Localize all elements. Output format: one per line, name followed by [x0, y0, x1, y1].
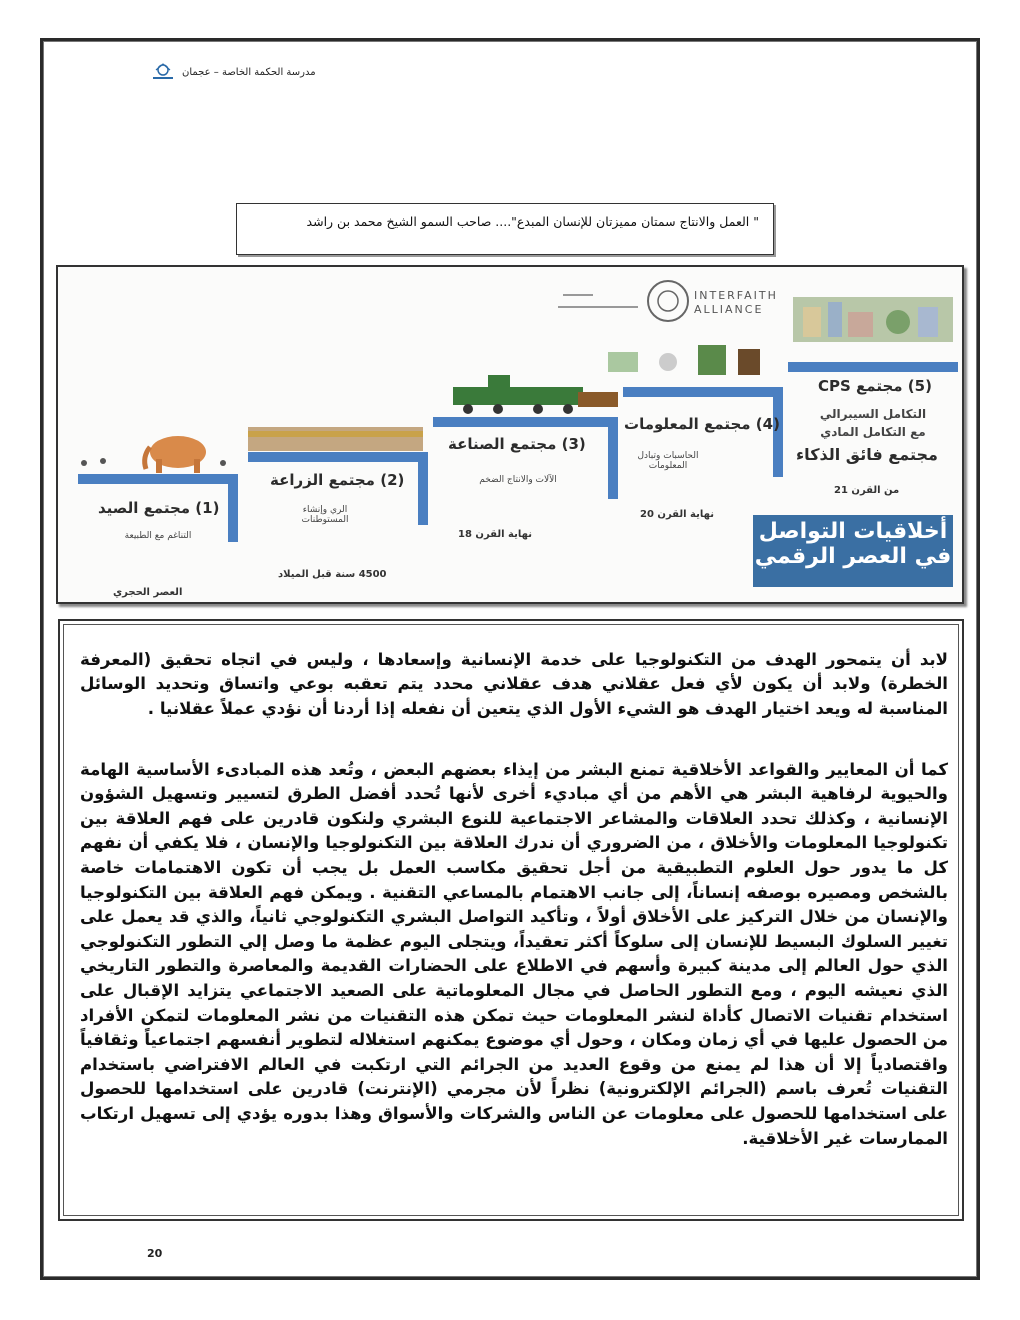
page-header	[150, 62, 316, 82]
school-logo-icon	[150, 62, 176, 82]
interfaith-logo-icon	[558, 281, 688, 321]
ethics-banner	[753, 515, 953, 587]
step-2-era: 4500 سنة قبل الميلاد	[278, 569, 387, 580]
banner-line-2: في العصر الرقمي	[754, 544, 952, 569]
interfaith-logo-text: INTERFAITH ALLIANCE	[694, 289, 778, 316]
step-3-title: (3) مجتمع الصناعة	[448, 435, 586, 453]
stair-3	[433, 422, 613, 499]
train-illustration	[453, 375, 618, 414]
step-5-era: من القرن 21	[834, 485, 900, 496]
page-number: 20	[147, 1247, 163, 1260]
step-1-era: العصر الحجري	[113, 587, 183, 598]
paragraph-2: كما أن المعايير والقواعد الأخلاقية تمنع البشر من إيذاء بعضهم البعض ، وتُعد هذه المبادىء الأساسية الهامة والحيوية لرفاهية البشر هي الأهم من أي مباديء أخرى لأنها تُحدد أفضل الطرق لتسيير وتسهيل الشؤون الإنسانية ، وكذلك تحدد العلاقات والمشاعر الاجتماعية للنوع البشري ولنكون قادرين على فهم العلاقة بين تكنولوجيا المعلومات والأخلاق ، من الضروري أن ندرك العلاقة بين التكنولوجيا والإنسان ، فلا يكفي أن نفهم كل ما يدور حول العلوم التطبيقية من أجل تحقيق مكاسب العمل بل يجب أن تكون الاهتمامات خاصة بالشخص ومصيره بوصفه إنساناً، إلى جانب الاهتمام بالمساعي التقنية . ويمكن فهم العلاقة بين التكنولوجيا والإنسان من خلال التركيز على الأخلاق أولاً ، وتأكيد التواصل البشري التكنولوجي ثانياً، والذي قد يعمل على تغيير السلوك البسيط للإنسان إلى سلوكاً أكثر تعقيداً، ويتجلى اليوم عظمة ما وصل إلي التطور التكنولوجي الذي حول العالم إلى مدينة كبيرة وأسهم في الاطلاع على الحضارات القديمة والمعاصرة والتطور التاريخي الذي نعيشه اليوم ، ومع التطور الحاصل في مجال المعلوماتية على الصعيد الاجتماعي يتزايد الإقبال على استخدام تقنيات الاتصال كأداة لنشر المعلومات حيث تمكن هذه التقنيات من نشر المعلومات لتمكن الأفراد من الحصول عليها في أي زمان ومكان ، وحول أي موضوع يمكنهم استغلاله لتطوير أنفسهم اجتماعياً وثقافياً واقتصادياً إلا أن هذا لم يمنع من وقوع العديد من الجرائم التي ارتكبت في العالم الافتراضي باستخدام التقنيات تُعرف باسم (الجرائم الإلكترونية) نظراً لأن مجرمي (الإنترنت) قادرين على استخدامها للحصول على استخدامها للحصول على معلومات عن الناس والشركات والأسواق وهذا بدوره يؤدي إلى تسهيل ارتكاب الممارسات غير الأخلاقية.	[80, 759, 948, 1148]
society-evolution-figure	[56, 265, 964, 604]
quote-text: " العمل والانتاج سمتان مميزتان للإنسان المبدع".... صاحب السمو الشيخ محمد بن راشد	[306, 214, 759, 229]
paragraph-1: لابد أن يتمحور الهدف من التكنولوجيا على خدمة الإنسانية وإسعادها ، وليس في اتجاه تحقيق (المعرفة الخطرة) ولابد أن يكون لأي فعل عقلاني هدف عقلاني محدد يتم تعقبه بوعي واتساق وتحديد الوسائل المناسبة له ويعد اختيار الهدف هو الشيء الأول الذي يتعين أن نفعله إذا أردنا أن نؤدي عملاً عقلانيا .	[80, 649, 948, 718]
banner-line-1: أخلاقيات التواصل	[758, 519, 948, 544]
smart-city-illustration	[793, 297, 953, 342]
step-4-era: نهاية القرن 20	[640, 509, 714, 520]
step-1-title: (1) مجتمع الصيد	[98, 499, 220, 517]
step-3-subtitle: الآلات والانتاج الضخم	[479, 475, 557, 485]
step-4-title: (4) مجتمع المعلومات	[624, 415, 780, 433]
step-2-title: (2) مجتمع الزراعة	[270, 471, 405, 489]
step-4-subtitle: الحاسبات وتبادل المعلومات	[637, 451, 699, 471]
school-name: مدرسة الحكمة الخاصة – عجمان	[182, 66, 316, 78]
step-2-subtitle: الري وإنشاء المستوطنات	[301, 505, 349, 525]
step-5-title: (5) مجتمع CPS	[818, 377, 932, 395]
body-text-box	[58, 619, 964, 1221]
step-5-subtitle-1: التكامل السيبرالي	[819, 407, 927, 421]
step-3-era: نهاية القرن 18	[458, 529, 532, 540]
step-5-highlight: مجتمع فائق الذكاء	[796, 445, 938, 464]
step-1-subtitle: التناغم مع الطبيعة	[124, 531, 192, 541]
step-5-subtitle-2: مع التكامل المادي	[820, 425, 926, 439]
mammoth-hunt-illustration	[81, 436, 226, 473]
farming-illustration	[248, 427, 423, 451]
information-society-illustration	[608, 345, 760, 375]
quote-box	[236, 203, 774, 255]
